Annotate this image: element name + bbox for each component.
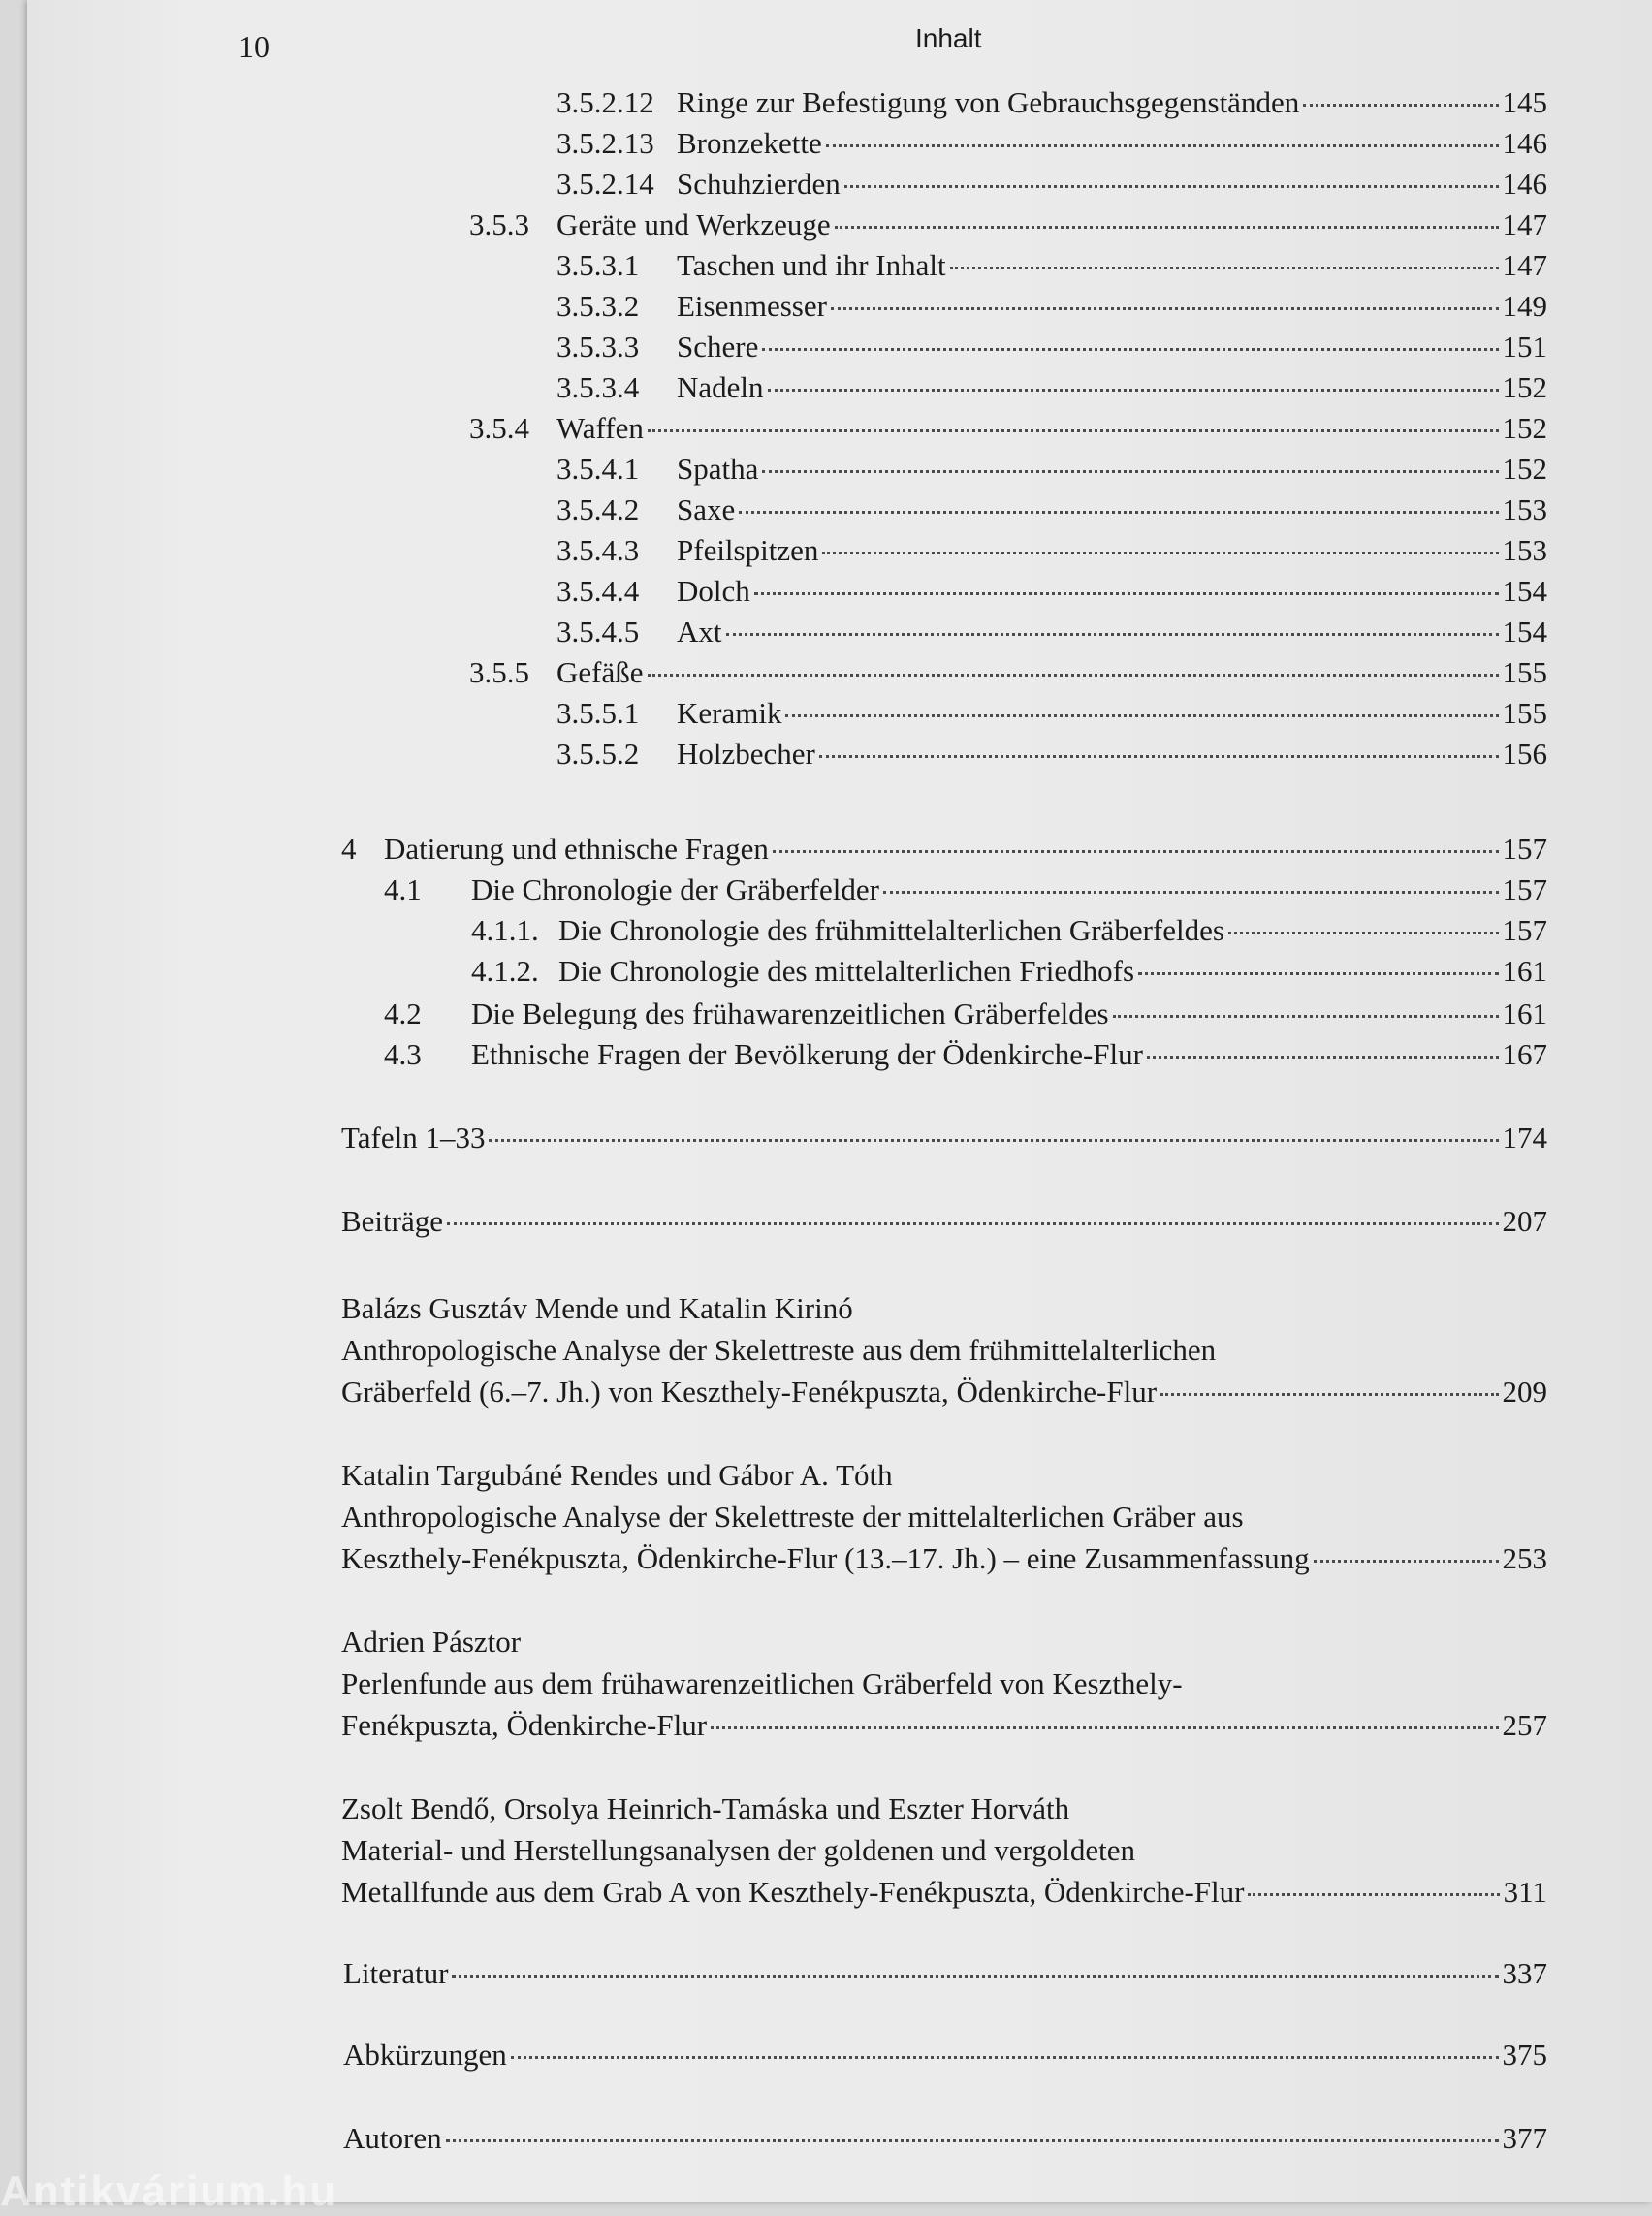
entry-title: Die Belegung des frühawarenzeitlichen Gräberfeldes: [471, 997, 1109, 1030]
entry-number: 3.5.5: [469, 655, 529, 689]
dot-leader: [452, 1973, 1498, 1978]
toc-entry[interactable]: [556, 368, 1547, 407]
toc-entry[interactable]: [341, 1119, 1547, 1157]
entry-number: 3.5.4.1: [556, 452, 640, 486]
entry-page: 311: [1503, 1875, 1547, 1909]
toc-entry[interactable]: [471, 911, 1547, 950]
dot-leader: [844, 183, 1499, 188]
entry-page: 174: [1502, 1121, 1547, 1155]
back-matter-entry[interactable]: [343, 2119, 1547, 2158]
contribution-entry[interactable]: [341, 1706, 1547, 1745]
dot-leader: [762, 346, 1498, 351]
dot-leader: [739, 509, 1498, 514]
entry-number: 3.5.4: [469, 411, 529, 445]
back-matter-entry[interactable]: [343, 1954, 1547, 1993]
dot-leader: [822, 550, 1498, 554]
entry-title: Beiträge: [341, 1204, 444, 1238]
dot-leader: [768, 387, 1499, 392]
entry-page: 167: [1502, 1037, 1547, 1071]
entry-title: Spatha: [677, 452, 759, 486]
contribution-authors: Balázs Gusztáv Mende und Katalin Kirinó: [341, 1291, 853, 1325]
dot-leader: [835, 224, 1499, 229]
dot-leader: [489, 1137, 1498, 1142]
entry-page: 147: [1502, 248, 1547, 282]
entry-title: Metallfunde aus dem Grab A von Keszthely-Fenékpuszta, Ödenkirche-Flur: [341, 1875, 1245, 1909]
entry-number: 4.3: [384, 1037, 422, 1071]
entry-page: 156: [1502, 737, 1547, 771]
contribution-authors: Adrien Pásztor: [341, 1625, 522, 1659]
entry-number: 3.5.4.2: [556, 492, 640, 526]
entry-title: Datierung und ethnische Fragen: [384, 832, 769, 866]
entry-page: 375: [1502, 2038, 1547, 2072]
dot-leader: [831, 305, 1499, 310]
entry-page: 155: [1502, 696, 1547, 730]
entry-title: Nadeln: [677, 370, 764, 404]
entry-page: 149: [1502, 289, 1547, 323]
contribution-title-line: Anthropologische Analyse der Skelettreste der mittelalterlichen Gräber aus: [341, 1500, 1244, 1534]
dot-leader: [1160, 1391, 1498, 1396]
entry-page: 152: [1502, 411, 1547, 445]
toc-entry[interactable]: [556, 531, 1547, 570]
entry-page: 146: [1502, 167, 1547, 201]
entry-page: 157: [1502, 913, 1547, 947]
entry-number: 4.1.1.: [471, 913, 539, 947]
dot-leader: [754, 590, 1499, 595]
entry-number: 3.5.2.12: [556, 85, 654, 119]
dot-leader: [446, 2137, 1499, 2142]
entry-page: 153: [1502, 533, 1547, 567]
toc-entry[interactable]: [341, 1202, 1547, 1241]
entry-page: 157: [1502, 872, 1547, 906]
dot-leader: [1147, 1054, 1499, 1059]
entry-number: 3.5.3: [469, 207, 529, 241]
entry-page: 152: [1502, 452, 1547, 486]
entry-title: Bronzekette: [677, 126, 822, 160]
entry-page: 147: [1502, 207, 1547, 241]
entry-title: Gräberfeld (6.–7. Jh.) von Keszthely-Fenékpuszta, Ödenkirche-Flur: [341, 1375, 1158, 1409]
entry-page: 207: [1502, 1204, 1547, 1238]
contribution-title-line: Perlenfunde aus dem frühawarenzeitlichen Gräberfeld von Keszthely-: [341, 1666, 1183, 1700]
contribution-entry[interactable]: [341, 1373, 1547, 1411]
entry-title: Keramik: [677, 696, 782, 730]
entry-number: 3.5.2.13: [556, 126, 654, 160]
entry-page: 253: [1502, 1541, 1547, 1575]
dot-leader: [711, 1725, 1498, 1729]
contribution-authors: Katalin Targubáné Rendes und Gábor A. Tóth: [341, 1458, 893, 1492]
entry-number: 3.5.4.3: [556, 533, 640, 567]
dot-leader: [648, 427, 1499, 432]
entry-title: Axt: [677, 615, 722, 649]
dot-leader: [1303, 102, 1498, 107]
entry-title: Waffen: [556, 411, 644, 445]
toc-entry[interactable]: [384, 871, 1547, 909]
dot-leader: [773, 848, 1499, 853]
toc-entry[interactable]: [556, 165, 1547, 204]
entry-title: Saxe: [677, 492, 736, 526]
dot-leader: [1248, 1891, 1499, 1896]
contribution-entry[interactable]: [341, 1539, 1547, 1578]
entry-page: 154: [1502, 615, 1547, 649]
entry-title: Schere: [677, 330, 759, 364]
entry-number: 3.5.3.2: [556, 289, 640, 323]
entry-page: 152: [1502, 370, 1547, 404]
entry-number: 4: [341, 832, 357, 866]
entry-title: Holzbecher: [677, 737, 815, 771]
entry-title: Taschen und ihr Inhalt: [677, 248, 946, 282]
entry-page: 154: [1502, 574, 1547, 608]
entry-title: Dolch: [677, 574, 750, 608]
entry-title: Die Chronologie der Gräberfelder: [471, 872, 879, 906]
entry-title: Gefäße: [556, 655, 644, 689]
toc-entry[interactable]: [384, 1035, 1547, 1074]
page-number: 10: [238, 29, 270, 64]
dot-leader: [1138, 970, 1498, 975]
contribution-title-line: Material- und Herstellungsanalysen der goldenen und vergoldeten: [341, 1833, 1135, 1867]
entry-page: 161: [1502, 954, 1547, 988]
entry-number: 3.5.5.2: [556, 737, 640, 771]
contribution-authors: Zsolt Bendő, Orsolya Heinrich-Tamáska und Eszter Horváth: [341, 1791, 1070, 1825]
entry-page: 145: [1502, 85, 1547, 119]
toc-entry[interactable]: [556, 450, 1547, 489]
toc-entry[interactable]: [469, 653, 1547, 692]
entry-page: 146: [1502, 126, 1547, 160]
toc-entry[interactable]: [341, 830, 1547, 869]
entry-number: 3.5.4.5: [556, 615, 640, 649]
entry-number: 3.5.3.4: [556, 370, 640, 404]
dot-leader: [785, 712, 1498, 717]
toc-entry[interactable]: [556, 735, 1547, 774]
entry-page: 209: [1502, 1375, 1547, 1409]
entry-page: 155: [1502, 655, 1547, 689]
toc-entry[interactable]: [469, 206, 1547, 244]
dot-leader: [950, 265, 1499, 269]
book-page: [27, 0, 1652, 2202]
entry-number: 4.2: [384, 997, 422, 1030]
dot-leader: [762, 468, 1498, 473]
entry-title: Schuhzierden: [677, 167, 841, 201]
toc-entry[interactable]: [556, 83, 1547, 122]
toc-entry[interactable]: [556, 491, 1547, 529]
toc-entry[interactable]: [556, 694, 1547, 733]
contribution-entry[interactable]: [341, 1873, 1547, 1912]
entry-page: 157: [1502, 832, 1547, 866]
toc-entry[interactable]: [556, 572, 1547, 611]
dot-leader: [826, 142, 1499, 147]
toc-entry[interactable]: [469, 409, 1547, 448]
toc-entry[interactable]: [556, 328, 1547, 366]
dot-leader: [1113, 1013, 1499, 1018]
entry-title: Literatur: [343, 1956, 449, 1990]
entry-number: 3.5.5.1: [556, 696, 640, 730]
dot-leader: [883, 889, 1499, 894]
contribution-title-line: Anthropologische Analyse der Skelettreste aus dem frühmittelalterlichen: [341, 1333, 1217, 1367]
toc-entry[interactable]: [556, 124, 1547, 163]
entry-number: 4.1.2.: [471, 954, 539, 988]
entry-title: Fenékpuszta, Ödenkirche-Flur: [341, 1708, 708, 1742]
table-of-contents: [27, 0, 1652, 2202]
toc-entry[interactable]: [384, 995, 1547, 1033]
entry-title: Geräte und Werkzeuge: [556, 207, 831, 241]
entry-title: Die Chronologie des frühmittelalterlichen Gräberfeldes: [558, 913, 1224, 947]
entry-number: 3.5.3.3: [556, 330, 640, 364]
entry-number: 3.5.2.14: [556, 167, 654, 201]
entry-page: 337: [1502, 1956, 1547, 1990]
toc-entry[interactable]: [556, 613, 1547, 651]
dot-leader: [648, 672, 1499, 677]
toc-entry[interactable]: [471, 952, 1547, 991]
dot-leader: [1228, 930, 1499, 934]
entry-title: Ethnische Fragen der Bevölkerung der Ödenkirche-Flur: [471, 1037, 1143, 1071]
entry-number: 3.5.3.1: [556, 248, 640, 282]
entry-title: Eisenmesser: [677, 289, 827, 323]
dot-leader: [819, 753, 1499, 758]
running-head: Inhalt: [915, 23, 982, 53]
entry-page: 161: [1502, 997, 1547, 1030]
dot-leader: [511, 2054, 1499, 2059]
entry-page: 257: [1502, 1708, 1547, 1742]
toc-entry[interactable]: [556, 287, 1547, 326]
entry-title: Ringe zur Befestigung von Gebrauchsgegenständen: [677, 85, 1300, 119]
entry-title: Keszthely-Fenékpuszta, Ödenkirche-Flur (13.–17. Jh.) – eine Zusammenfassung: [341, 1541, 1310, 1575]
entry-title: Autoren: [343, 2121, 442, 2155]
watermark: Antikvárium.hu: [0, 2168, 338, 2215]
dot-leader: [726, 631, 1499, 636]
entry-title: Abkürzungen: [343, 2038, 507, 2072]
entry-page: 377: [1502, 2121, 1547, 2155]
entry-title: Tafeln 1–33: [341, 1121, 486, 1155]
entry-page: 151: [1502, 330, 1547, 364]
entry-page: 153: [1502, 492, 1547, 526]
dot-leader: [1314, 1558, 1499, 1563]
back-matter-entry[interactable]: [343, 2036, 1547, 2074]
entry-title: Die Chronologie des mittelalterlichen Friedhofs: [558, 954, 1135, 988]
entry-number: 4.1: [384, 872, 422, 906]
dot-leader: [447, 1220, 1498, 1225]
toc-entry[interactable]: [556, 246, 1547, 285]
entry-title: Pfeilspitzen: [677, 533, 819, 567]
entry-number: 3.5.4.4: [556, 574, 640, 608]
